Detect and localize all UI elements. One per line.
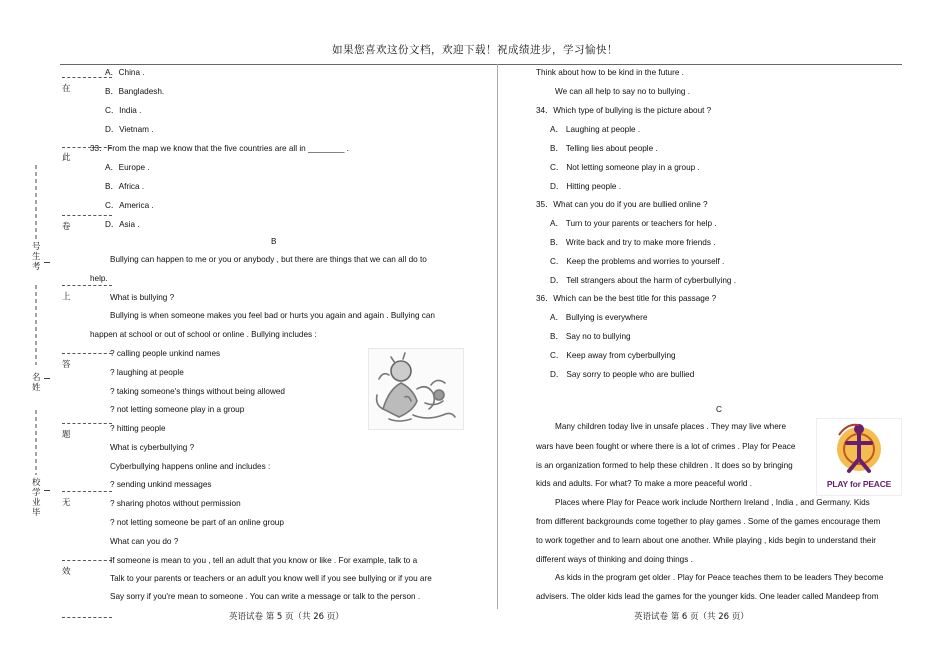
section-b-title: B bbox=[271, 237, 277, 246]
passage-b-line: We can all help to say no to bullying . bbox=[555, 87, 691, 96]
passage-b-line: Bullying can happen to me or you or anybody , but there are things that we can all do to bbox=[110, 255, 427, 264]
passage-c-line: is an organization formed to help these children . It does so by bringing bbox=[536, 461, 793, 470]
margin-char: 效 bbox=[62, 567, 71, 577]
play-for-peace-logo-mark bbox=[817, 419, 901, 479]
bullying-list-item: ? laughing at people bbox=[110, 368, 184, 377]
passage-b-line: Think about how to be kind in the future . bbox=[536, 68, 684, 77]
margin-dash bbox=[62, 491, 112, 492]
q36-question: 36．Which can be the best title for this passage ? bbox=[536, 294, 717, 303]
margin-char: 在 bbox=[62, 84, 71, 94]
margin-tick bbox=[44, 262, 50, 263]
passage-c-line: different ways of thinking and doing things . bbox=[536, 555, 693, 564]
q35-option: B． Write back and try to make more friends . bbox=[550, 238, 716, 247]
exam-number-label: 号生考 bbox=[32, 242, 41, 272]
passage-c-line: from different backgrounds come together to play games . Some of the games encourage them bbox=[536, 517, 881, 526]
margin-char: 上 bbox=[62, 292, 71, 302]
cyber-list-item: ? not letting someone be part of an online group bbox=[110, 518, 284, 527]
passage-c-line: Places where Play for Peace work include Northern Ireland , India , and Germany. Kids bbox=[555, 498, 870, 507]
passage-b-line: Cyberbullying happens online and includes : bbox=[110, 462, 271, 471]
margin-char: 题 bbox=[62, 430, 71, 440]
margin-char: 卷 bbox=[62, 222, 71, 232]
passage-b-line: Talk to your parents or teachers or an adult you know well if you see bullying or if you are bbox=[110, 574, 432, 583]
q32-option: C．India . bbox=[105, 106, 142, 115]
header-rule bbox=[60, 64, 902, 65]
margin-tick bbox=[44, 490, 50, 491]
q33-option: B．Africa . bbox=[105, 182, 145, 191]
page-footer-right: 英语试卷 第 6 页（共 26 页） bbox=[634, 612, 749, 622]
bullying-list-item: ? hitting people bbox=[110, 424, 166, 433]
q32-option: D．Vietnam . bbox=[105, 125, 154, 134]
margin-char: 答 bbox=[62, 360, 71, 370]
bullying-list-item: ? taking someone's things without being allowed bbox=[110, 387, 285, 396]
margin-char: 无 bbox=[62, 498, 71, 508]
q34-question: 34．Which type of bullying is the picture about ? bbox=[536, 106, 712, 115]
passage-b-heading: What is cyberbullying ? bbox=[110, 443, 195, 452]
q36-option: D． Say sorry to people who are bullied bbox=[550, 370, 695, 379]
passage-b-heading: What is bullying ? bbox=[110, 293, 175, 302]
q34-option: B． Telling lies about people . bbox=[550, 144, 658, 153]
bullying-illustration-drawing bbox=[369, 349, 463, 429]
section-c-title: C bbox=[716, 405, 722, 414]
q35-question: 35．What can you do if you are bullied online ? bbox=[536, 200, 708, 209]
column-divider bbox=[497, 64, 498, 609]
q35-option: D． Tell strangers about the harm of cyberbullying . bbox=[550, 276, 736, 285]
q33-question: 33．From the map we know that the five countries are all in ________ . bbox=[90, 144, 349, 153]
q36-option: B． Say no to bullying bbox=[550, 332, 631, 341]
passage-c-line: kids and adults. For what? To make a more peaceful world . bbox=[536, 479, 753, 488]
passage-c-line: advisers. The older kids lead the games for the younger kids. One leader called Mandeep from bbox=[536, 592, 879, 601]
margin-dash bbox=[62, 560, 112, 561]
passage-b-line: Bullying is when someone makes you feel bad or hurts you again and again . Bullying can bbox=[110, 311, 435, 320]
passage-b-heading: What can you do ? bbox=[110, 537, 179, 546]
passage-b-line: happen at school or out of school or online . Bullying includes : bbox=[90, 330, 317, 339]
play-for-peace-logo bbox=[816, 418, 902, 496]
passage-b-line: Say sorry if you're mean to someone . You can write a message or talk to the person . bbox=[110, 592, 421, 601]
cyber-list-item: ? sending unkind messages bbox=[110, 480, 212, 489]
q34-option: D． Hitting people . bbox=[550, 182, 621, 191]
margin-dash bbox=[62, 285, 112, 286]
page-footer-left: 英语试卷 第 5 页（共 26 页） bbox=[229, 612, 344, 622]
q36-option: C． Keep away from cyberbullying bbox=[550, 351, 676, 360]
q35-option: C． Keep the problems and worries to yourself . bbox=[550, 257, 725, 266]
margin-dash bbox=[62, 617, 112, 618]
margin-tick bbox=[44, 378, 50, 379]
passage-b-line: If someone is mean to you , tell an adult that you know or like . For example, talk to a bbox=[110, 556, 418, 565]
passage-c-line: As kids in the program get older . Play for Peace teaches them to be leaders They become bbox=[555, 573, 884, 582]
passage-c-line: Many children today live in unsafe places . They may live where bbox=[555, 422, 787, 431]
q32-option: A．China . bbox=[105, 68, 145, 77]
bullying-illustration bbox=[368, 348, 464, 430]
q34-option: A． Laughing at people . bbox=[550, 125, 641, 134]
q32-option: B．Bangladesh. bbox=[105, 87, 165, 96]
margin-dash bbox=[62, 353, 112, 354]
passage-c-line: to work together and to learn about one another. While playing , kids begin to understand their bbox=[536, 536, 877, 545]
bullying-list-item: ? not letting someone play in a group bbox=[110, 405, 245, 414]
cyber-list-item: ? sharing photos without permission bbox=[110, 499, 241, 508]
q33-option: A．Europe . bbox=[105, 163, 150, 172]
q33-option: C．America . bbox=[105, 201, 154, 210]
q34-option: C． Not letting someone play in a group . bbox=[550, 163, 700, 172]
passage-b-line: help. bbox=[90, 274, 108, 283]
passage-c-line: wars have been fought or where there is a lot of crimes . Play for Peace bbox=[536, 442, 796, 451]
margin-underlines bbox=[30, 165, 42, 525]
play-for-peace-logo-text: PLAY for PEACE bbox=[826, 479, 892, 489]
q33-option: D．Asia . bbox=[105, 220, 140, 229]
page-header: 如果您喜欢这份文档，欢迎下载！祝成绩进步，学习愉快！ bbox=[332, 44, 618, 56]
q35-option: A． Turn to your parents or teachers for help . bbox=[550, 219, 717, 228]
name-label: 名姓 bbox=[32, 373, 41, 393]
margin-dash bbox=[62, 215, 112, 216]
margin-char: 此 bbox=[62, 153, 71, 163]
school-label: 校学业毕 bbox=[32, 478, 41, 518]
margin-dash bbox=[62, 423, 112, 424]
bullying-list-item: ? calling people unkind names bbox=[110, 349, 221, 358]
q36-option: A． Bullying is everywhere bbox=[550, 313, 648, 322]
